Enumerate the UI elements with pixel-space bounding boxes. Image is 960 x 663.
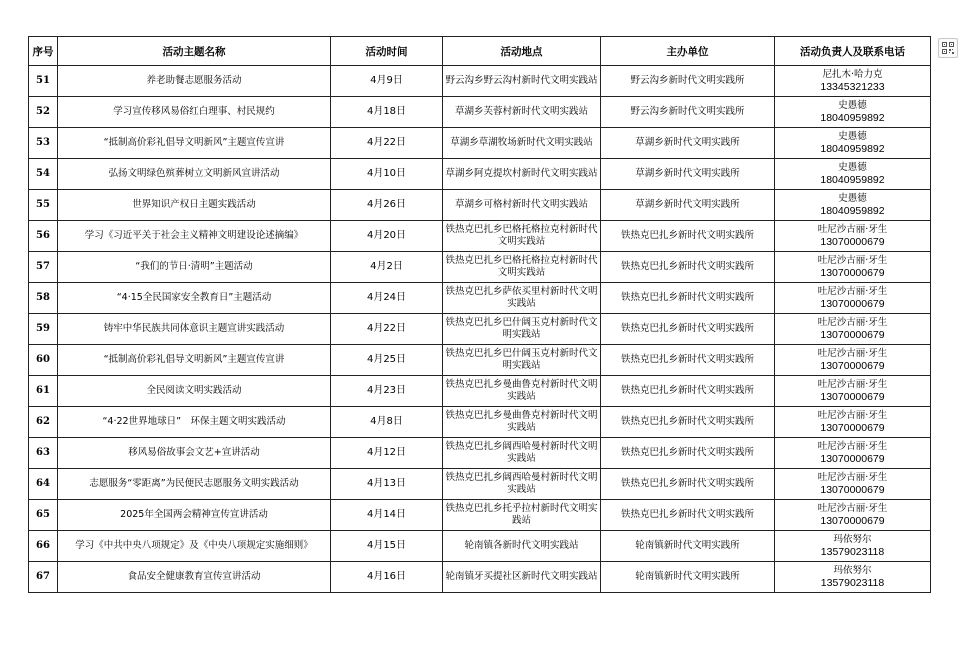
cell-no: 53 [29,128,58,159]
cell-place: 铁热克巴扎乡巴格托格拉克村新时代文明实践站 [443,221,601,252]
cell-place: 草湖乡草湖牧场新时代文明实践站 [443,128,601,159]
contact-phone: 13579023118 [820,546,885,558]
contact-person: 吐尼沙古丽·牙生 [817,379,888,390]
cell-time: 4月15日 [331,531,443,562]
table-row [29,376,931,407]
cell-place: 铁热克巴扎乡阔西哈曼村新时代文明实践站 [443,469,601,500]
cell-place: 铁热克巴扎乡托乎拉村新时代文明实践站 [443,500,601,531]
cell-no: 57 [29,252,58,283]
contact-person: 吐尼沙古丽·牙生 [817,410,888,421]
cell-theme: 养老助餐志愿服务活动 [58,66,331,97]
contact-person: 尼扎木·哈力克 [822,69,883,80]
table-row [29,128,931,159]
cell-host: 铁热克巴扎乡新时代文明实践所 [601,438,775,469]
cell-host: 铁热克巴扎乡新时代文明实践所 [601,252,775,283]
cell-theme: 食品安全健康教育宣传宣讲活动 [58,562,331,593]
cell-host: 草湖乡新时代文明实践所 [601,128,775,159]
table-row [29,283,931,314]
cell-place: 轮南镇各新时代文明实践站 [443,531,601,562]
contact-phone: 13070000679 [820,391,885,403]
table-row [29,190,931,221]
cell-time: 4月12日 [331,438,443,469]
cell-host: 铁热克巴扎乡新时代文明实践所 [601,500,775,531]
contact-phone: 18040959892 [820,174,885,186]
cell-time: 4月25日 [331,345,443,376]
cell-contact [775,407,931,438]
cell-contact [775,97,931,128]
cell-theme: 移风易俗故事会文艺+宣讲活动 [58,438,331,469]
table-row [29,469,931,500]
table-row [29,66,931,97]
cell-contact [775,221,931,252]
cell-theme: “我们的节日·清明”主题活动 [58,252,331,283]
cell-theme: “抵制高价彩礼倡导文明新风”主题宣传宣讲 [58,128,331,159]
contact-phone: 13070000679 [820,329,885,341]
table-row [29,221,931,252]
cell-no: 67 [29,562,58,593]
cell-place: 铁热克巴扎乡萨依买里村新时代文明实践站 [443,283,601,314]
contact-phone: 13579023118 [820,577,885,589]
cell-theme: “4·15全民国家安全教育日”主题活动 [58,283,331,314]
cell-host: 铁热克巴扎乡新时代文明实践所 [601,376,775,407]
contact-person: 吐尼沙古丽·牙生 [817,503,888,514]
contact-person: 吐尼沙古丽·牙生 [817,255,888,266]
contact-phone: 13070000679 [820,236,885,248]
cell-time: 4月23日 [331,376,443,407]
table-row [29,438,931,469]
cell-time: 4月22日 [331,314,443,345]
contact-person: 史愚德 [838,131,867,142]
qr-code-icon[interactable] [938,38,958,58]
cell-no: 58 [29,283,58,314]
contact-person: 吐尼沙古丽·牙生 [817,472,888,483]
cell-place: 草湖乡阿克提坎村新时代文明实践站 [443,159,601,190]
cell-contact [775,376,931,407]
cell-time: 4月13日 [331,469,443,500]
contact-phone: 13345321233 [820,81,885,93]
cell-no: 54 [29,159,58,190]
contact-phone: 13070000679 [820,298,885,310]
cell-time: 4月16日 [331,562,443,593]
activity-table-container [28,36,930,593]
cell-theme: 学习宣传移风易俗红白理事、村民规约 [58,97,331,128]
table-row [29,97,931,128]
cell-theme: 全民阅读文明实践活动 [58,376,331,407]
cell-time: 4月9日 [331,66,443,97]
contact-person: 吐尼沙古丽·牙生 [817,317,888,328]
header-host: 主办单位 [601,37,775,66]
cell-host: 铁热克巴扎乡新时代文明实践所 [601,283,775,314]
cell-no: 60 [29,345,58,376]
cell-theme: 志愿服务“零距离”为民便民志愿服务文明实践活动 [58,469,331,500]
cell-contact [775,469,931,500]
cell-time: 4月8日 [331,407,443,438]
cell-contact [775,562,931,593]
contact-phone: 13070000679 [820,515,885,527]
cell-no: 62 [29,407,58,438]
table-row [29,345,931,376]
cell-no: 64 [29,469,58,500]
contact-person: 玛依努尔 [833,534,872,545]
table-row [29,562,931,593]
cell-theme: 学习《中共中央八项规定》及《中央八项规定实施细则》 [58,531,331,562]
cell-place: 草湖乡可格村新时代文明实践站 [443,190,601,221]
cell-time: 4月10日 [331,159,443,190]
cell-contact [775,66,931,97]
cell-no: 66 [29,531,58,562]
cell-time: 4月14日 [331,500,443,531]
contact-phone: 13070000679 [820,484,885,496]
cell-contact [775,159,931,190]
header-place: 活动地点 [443,37,601,66]
cell-host: 轮南镇新时代文明实践所 [601,531,775,562]
cell-theme: 弘扬文明绿色殡葬树立文明新风宣讲活动 [58,159,331,190]
contact-phone: 13070000679 [820,267,885,279]
cell-contact [775,283,931,314]
cell-contact [775,345,931,376]
header-theme: 活动主题名称 [58,37,331,66]
contact-person: 史愚德 [838,193,867,204]
cell-host: 铁热克巴扎乡新时代文明实践所 [601,345,775,376]
cell-place: 铁热克巴扎乡巴什阔玉克村新时代文明实践站 [443,345,601,376]
activity-table [28,36,931,593]
contact-phone: 13070000679 [820,360,885,372]
cell-theme: “4·22世界地球日” 环保主题文明实践活动 [58,407,331,438]
cell-no: 52 [29,97,58,128]
cell-no: 65 [29,500,58,531]
cell-place: 铁热克巴扎乡曼曲鲁克村新时代文明实践站 [443,407,601,438]
cell-time: 4月24日 [331,283,443,314]
cell-host: 草湖乡新时代文明实践所 [601,159,775,190]
cell-place: 铁热克巴扎乡阔西哈曼村新时代文明实践站 [443,438,601,469]
cell-contact [775,252,931,283]
table-row [29,252,931,283]
table-row [29,159,931,190]
table-row [29,500,931,531]
cell-theme: 2025年全国两会精神宣传宣讲活动 [58,500,331,531]
contact-person: 吐尼沙古丽·牙生 [817,441,888,452]
header-time: 活动时间 [331,37,443,66]
cell-contact [775,128,931,159]
cell-host: 铁热克巴扎乡新时代文明实践所 [601,221,775,252]
table-body [29,66,931,593]
cell-theme: 世界知识产权日主题实践活动 [58,190,331,221]
contact-person: 玛依努尔 [833,565,872,576]
table-header-row [29,37,931,66]
cell-place: 轮南镇牙买提社区新时代文明实践站 [443,562,601,593]
cell-host: 铁热克巴扎乡新时代文明实践所 [601,469,775,500]
cell-place: 铁热克巴扎乡巴格托格拉克村新时代文明实践站 [443,252,601,283]
contact-phone: 18040959892 [820,205,885,217]
cell-contact [775,438,931,469]
cell-place: 草湖乡芙蓉村新时代文明实践站 [443,97,601,128]
contact-person: 吐尼沙古丽·牙生 [817,224,888,235]
cell-no: 61 [29,376,58,407]
cell-no: 51 [29,66,58,97]
cell-time: 4月2日 [331,252,443,283]
cell-no: 63 [29,438,58,469]
cell-time: 4月26日 [331,190,443,221]
contact-person: 吐尼沙古丽·牙生 [817,286,888,297]
cell-contact [775,314,931,345]
cell-contact [775,531,931,562]
cell-theme: “抵制高价彩礼倡导文明新风”主题宣传宣讲 [58,345,331,376]
cell-contact [775,500,931,531]
cell-theme: 学习《习近平关于社会主义精神文明建设论述摘编》 [58,221,331,252]
cell-host: 野云沟乡新时代文明实践所 [601,66,775,97]
cell-time: 4月20日 [331,221,443,252]
cell-host: 轮南镇新时代文明实践所 [601,562,775,593]
cell-host: 草湖乡新时代文明实践所 [601,190,775,221]
contact-phone: 18040959892 [820,143,885,155]
cell-place: 野云沟乡野云沟村新时代文明实践站 [443,66,601,97]
contact-phone: 18040959892 [820,112,885,124]
contact-person: 史愚德 [838,162,867,173]
cell-no: 56 [29,221,58,252]
table-row [29,531,931,562]
cell-host: 野云沟乡新时代文明实践所 [601,97,775,128]
table-row [29,407,931,438]
header-no: 序号 [29,37,58,66]
cell-time: 4月22日 [331,128,443,159]
cell-theme: 铸牢中华民族共同体意识主题宣讲实践活动 [58,314,331,345]
cell-place: 铁热克巴扎乡曼曲鲁克村新时代文明实践站 [443,376,601,407]
contact-person: 史愚德 [838,100,867,111]
contact-phone: 13070000679 [820,453,885,465]
cell-no: 55 [29,190,58,221]
cell-no: 59 [29,314,58,345]
cell-host: 铁热克巴扎乡新时代文明实践所 [601,407,775,438]
cell-place: 铁热克巴扎乡巴什阔玉克村新时代文明实践站 [443,314,601,345]
cell-host: 铁热克巴扎乡新时代文明实践所 [601,314,775,345]
contact-person: 吐尼沙古丽·牙生 [817,348,888,359]
header-contact: 活动负责人及联系电话 [775,37,931,66]
cell-contact [775,190,931,221]
table-row [29,314,931,345]
contact-phone: 13070000679 [820,422,885,434]
cell-time: 4月18日 [331,97,443,128]
